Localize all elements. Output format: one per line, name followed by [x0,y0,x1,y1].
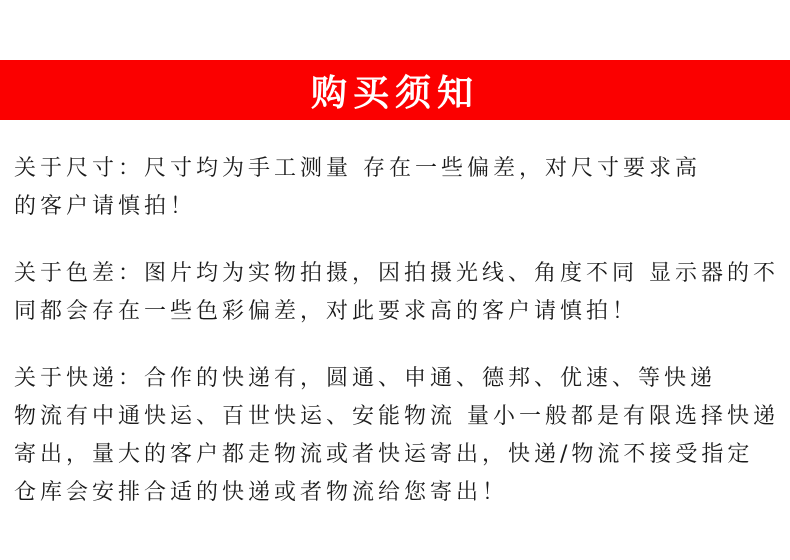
notice-line: 的客户请慎拍！ [14,194,197,219]
notice-line: 寄出，量大的客户都走物流或者快运寄出，快递/物流不接受指定 [14,442,754,467]
notice-line: 关于尺寸：尺寸均为手工测量 存在一些偏差，对尺寸要求高 [14,156,701,181]
notice-size [14,150,784,226]
notice-line: 关于快递：合作的快递有，圆通、申通、德邦、优速、等快递 [14,366,717,391]
notice-content [14,150,784,541]
notice-line: 物流有中通快运、百世快运、安能物流 量小一般都是有限选择快递 [14,404,779,429]
notice-line: 同都会存在一些色彩偏差，对此要求高的客户请慎拍！ [14,299,639,324]
notice-shipping [14,360,784,512]
banner-title: 购买须知 [310,72,479,114]
notice-line: 关于色差：图片均为实物拍摄，因拍摄光线、角度不同 显示器的不 [14,261,779,286]
notice-line: 仓库会安排合适的快递或者物流给您寄出！ [14,480,509,505]
notice-color-difference [14,255,784,331]
title-banner [0,60,790,120]
